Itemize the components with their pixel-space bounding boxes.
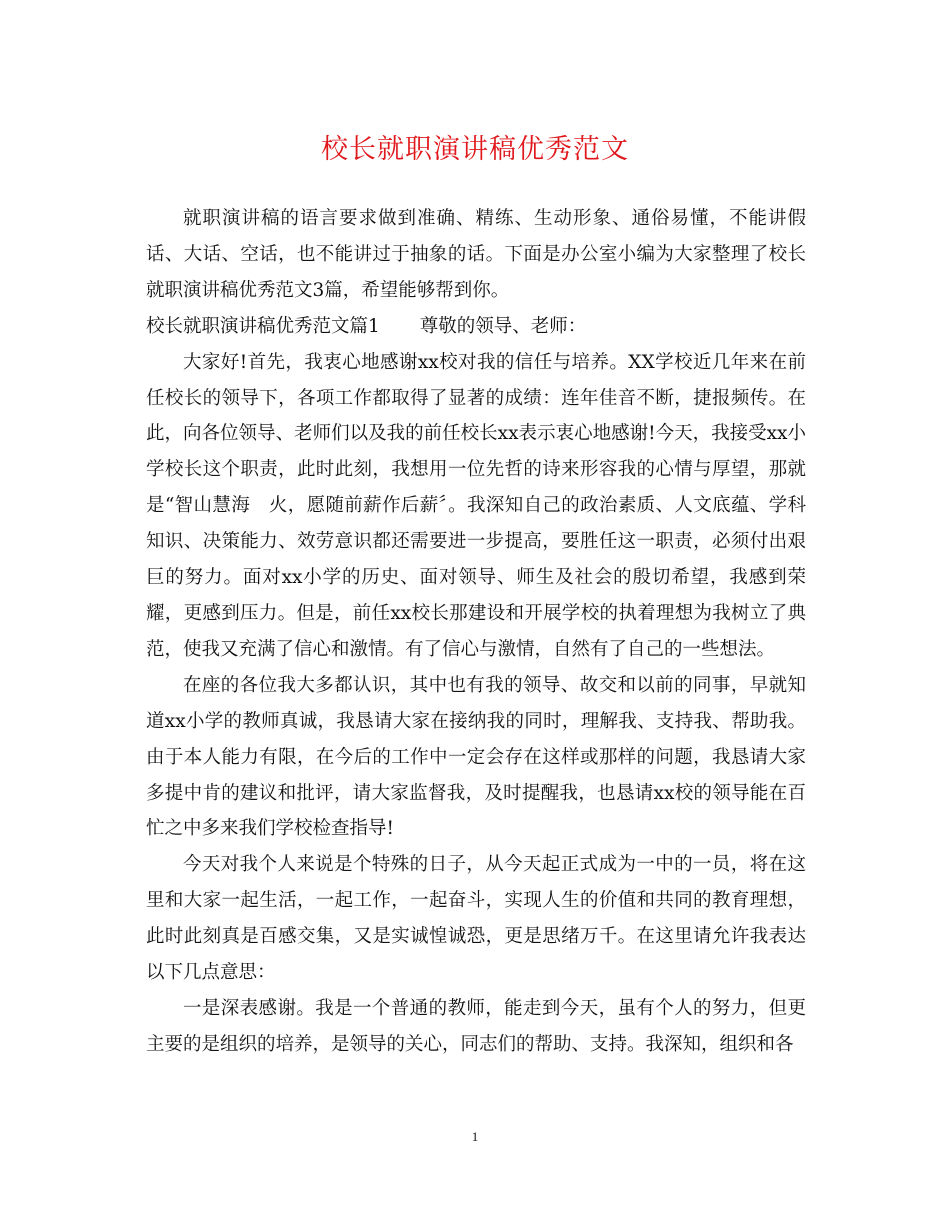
document-title: 校长就职演讲稿优秀范文 (321, 134, 629, 165)
body-paragraph: 今天对我个人来说是个特殊的日子，从今天起正式成为一中的一员，将在这里和大家一起生活，一起工作，一起奋斗，实现人生的价值和共同的教育理想，此时此刻真是百感交集，又是实诚惶诚恐，更是思绪万千。在这里请允许我表达以下几点意思： (146, 854, 806, 984)
document-body (146, 201, 806, 1063)
intro-paragraph: 就职演讲稿的语言要求做到准确、精练、生动形象、通俗易懂，不能讲假话、大话、空话，也不能讲过于抽象的话。下面是办公室小编为大家整理了校长就职演讲稿优秀范文3篇，希望能够帮到你。 (146, 208, 806, 301)
body-paragraph: 一是深表感谢。我是一个普通的教师，能走到今天，虽有个人的努力，但更主要的是组织的培养，是领导的关心，同志们的帮助、支持。我深知，组织和各 (146, 997, 806, 1055)
body-paragraph: 大家好!首先，我衷心地感谢xx校对我的信任与培养。XX学校近几年来在前任校长的领导下，各项工作都取得了显著的成绩：连年佳音不断，捷报频传。在此，向各位领导、老师们以及我的前任校长xx表示衷心地感谢!今天，我接受xx小学校长这个职责，此时此刻，我想用一位先哲的诗来形容我的心情与厚望，那就是“智山慧海 火，愿随前薪作后薪〞。我深知自己的政治素质、人文底蕴、学科知识、决策能力、效劳意识都还需要进一步提高，要胜任这一职责，必须付出艰巨的努力。面对xx小学的历史、面对领导、师生及社会的殷切希望，我感到荣耀，更感到压力。但是，前任xx校长那建设和开展学校的执着理想为我树立了典范，使我又充满了信心和激情。有了信心与激情，自然有了自己的一些想法。 (146, 351, 806, 660)
section-heading-line (146, 309, 806, 345)
page-number: 1 (471, 1129, 479, 1144)
section-heading: 校长就职演讲稿优秀范文篇1 (146, 315, 380, 337)
salutation: 尊敬的领导、老师： (419, 315, 587, 337)
body-paragraph: 在座的各位我大多都认识，其中也有我的领导、故交和以前的同事，早就知道xx小学的教师真诚，我恳请大家在接纳我的同时，理解我、支持我、帮助我。由于本人能力有限，在今后的工作中一定会存在这样或那样的问题，我恳请大家多提中肯的建议和批评，请大家监督我，及时提醒我，也恳请xx校的领导能在百忙之中多来我们学校检查指导! (146, 674, 806, 840)
